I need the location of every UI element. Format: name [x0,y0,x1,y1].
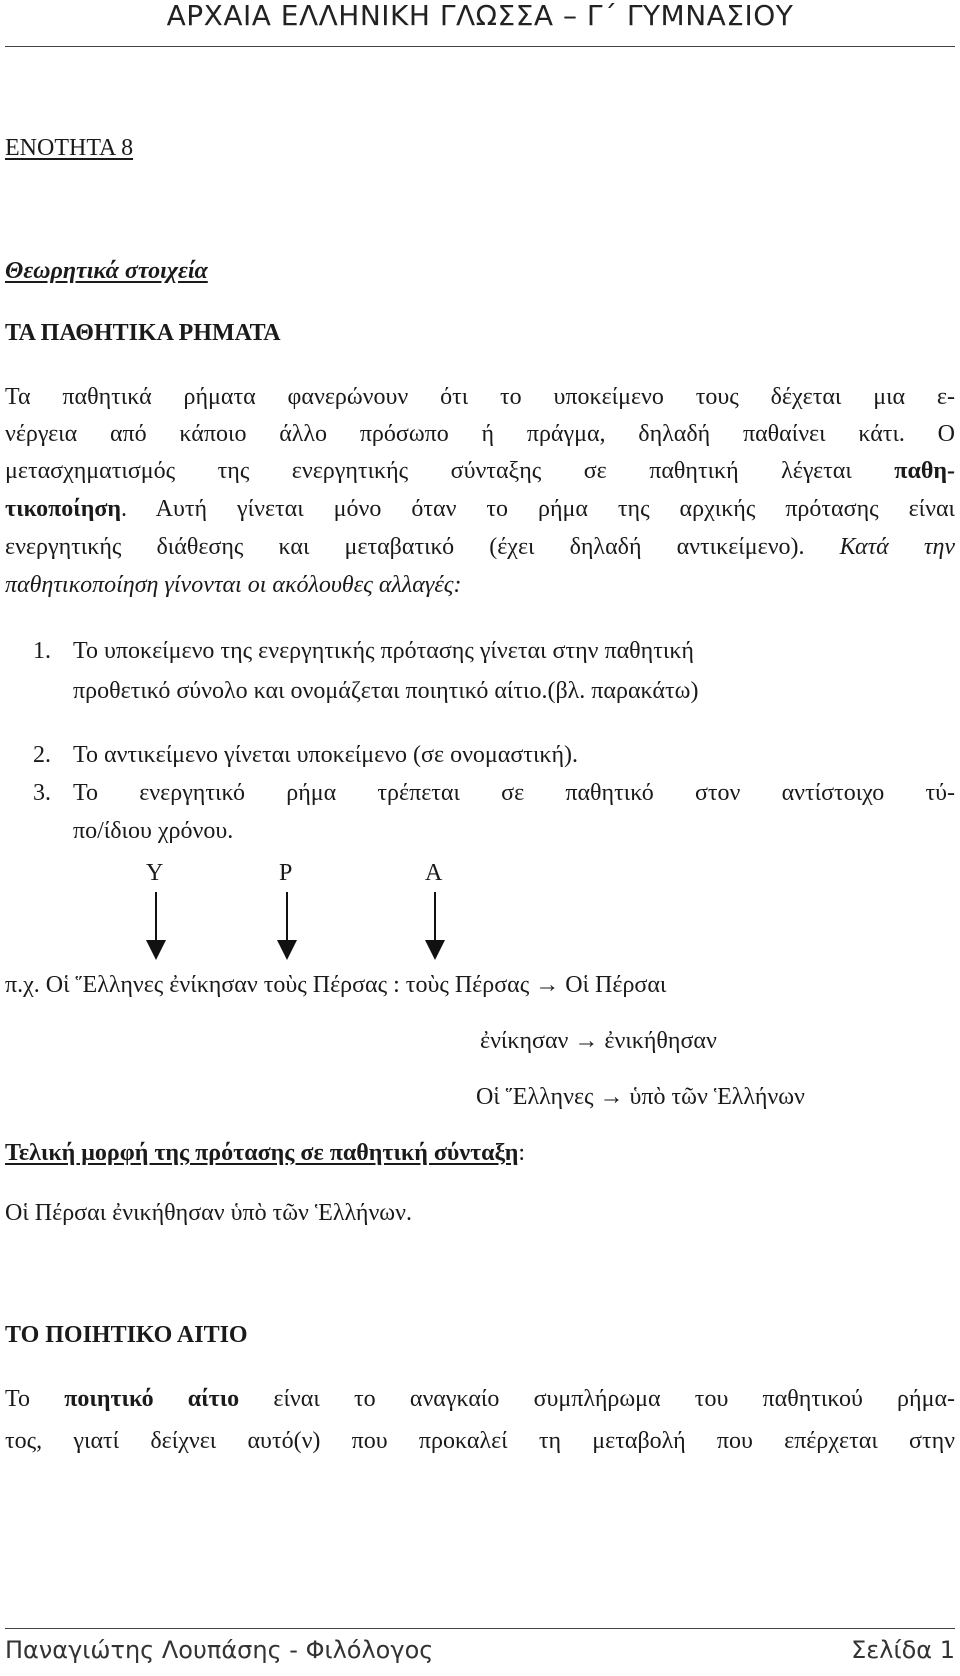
list-item: Το ενεργητικό ρήμα τρέπεται σε παθητικό στον αντίστοιχο τύ- [73,780,955,806]
para-line: ενεργητικής διάθεσης και μεταβατικό (έχει δηλαδή αντικείμενο). Κατά την [5,534,956,560]
para-line-5-wrap [5,532,955,562]
agent-heading: ΤΟ ΠΟΙΗΤΙΚΟ ΑΙΤΙΟ [5,1322,248,1348]
list-number: 1. [33,638,51,664]
bold-term: τικοποίηση [5,496,122,522]
example-line-1: π.χ. Οἱ Ἕλληνες ἐνίκησαν τοὺς Πέρσας : τοὺς Πέρσας → Οἱ Πέρσαι [5,972,667,998]
final-form-label: Τελική μορφή της πρότασης σε παθητική σύνταξη: [5,1140,526,1166]
theory-heading: Θεωρητικά στοιχεία [5,258,208,284]
para-line: μετασχηματισμός της ενεργητικής σύνταξης σε παθητική λέγεται παθη- [5,458,955,484]
list-number: 3. [33,780,51,806]
diagram-letter-object: Α [425,860,443,886]
diagram-letter-subject: Υ [146,860,164,886]
final-form-sentence: Οἱ Πέρσαι ἐνικήθησαν ὑπὸ τῶν Ἑλλήνων. [5,1200,412,1226]
page-header-title: ΑΡΧΑΙΑ ΕΛΛΗΝΙΚΗ ΓΛΩΣΣΑ – Γ΄ ΓΥΜΝΑΣΙΟΥ [166,0,794,32]
list-item: Το αντικείμενο γίνεται υποκείμενο (σε ονομαστική). [73,742,579,768]
italic-text: Κατά την [839,534,956,560]
example-line-2: ἐνίκησαν → ἐνικήθησαν [480,1028,717,1054]
list-number: 2. [33,742,51,768]
para-line: τικοποίηση. Αυτή γίνεται μόνο όταν το ρήμα της αρχικής πρότασης είναι [5,496,955,522]
para-line: νέργεια από κάποιο άλλο πρόσωπο ή πράγμα, δηλαδή παθαίνει κάτι. Ο [5,421,955,447]
para-line-2-wrap [5,419,955,449]
footer-divider [5,1628,955,1629]
agent-paragraph-line-2: τος, γιατί δείχνει αυτό(ν) που προκαλεί τη μεταβολή που επέρχεται στην [5,1428,955,1454]
diagram-letter-verb: Ρ [279,860,293,886]
example-line-3: Οἱ Ἕλληνες → ὑπὸ τῶν Ἑλλήνων [476,1084,805,1110]
para-line-4-wrap [5,494,955,524]
agent-paragraph: Το ποιητικό αίτιο είναι το αναγκαίο συμπλήρωμα του παθητικού ρήμα- [5,1386,956,1412]
footer-page-number: Σελίδα 1 [851,1636,955,1664]
para-line: Τα παθητικά ρήματα φανερώνουν ότι το υποκείμενο τους δέχεται μια ε- [5,384,955,410]
arrow-down-icon [277,892,299,960]
arrow-down-icon [425,892,447,960]
para-line-3-wrap [5,456,955,486]
list-item: Το υποκείμενο της ενεργητικής πρότασης γίνεται στην παθητική [73,638,694,664]
arrow-down-icon [146,892,168,960]
bold-term: παθη- [894,458,955,484]
list-item-cont: πο/ίδιου χρόνου. [73,818,234,844]
section-title: ΕΝΟΤΗΤΑ 8 [5,135,134,161]
passive-verbs-heading: ΤΑ ΠΑΘΗΤΙΚΑ ΡΗΜΑΤΑ [5,320,281,346]
header-divider [5,46,955,47]
para-line: παθητικοποίηση γίνονται οι ακόλουθες αλλαγές: [5,572,462,598]
paragraph-passive-verbs [5,382,955,412]
footer-author: Παναγιώτης Λουπάσης - Φιλόλογος [5,1636,434,1664]
bold-term: ποιητικό αίτιο [64,1386,240,1412]
list-item-cont: προθετικό σύνολο και ονομάζεται ποιητικό αίτιο.(βλ. παρακάτω) [73,678,699,704]
